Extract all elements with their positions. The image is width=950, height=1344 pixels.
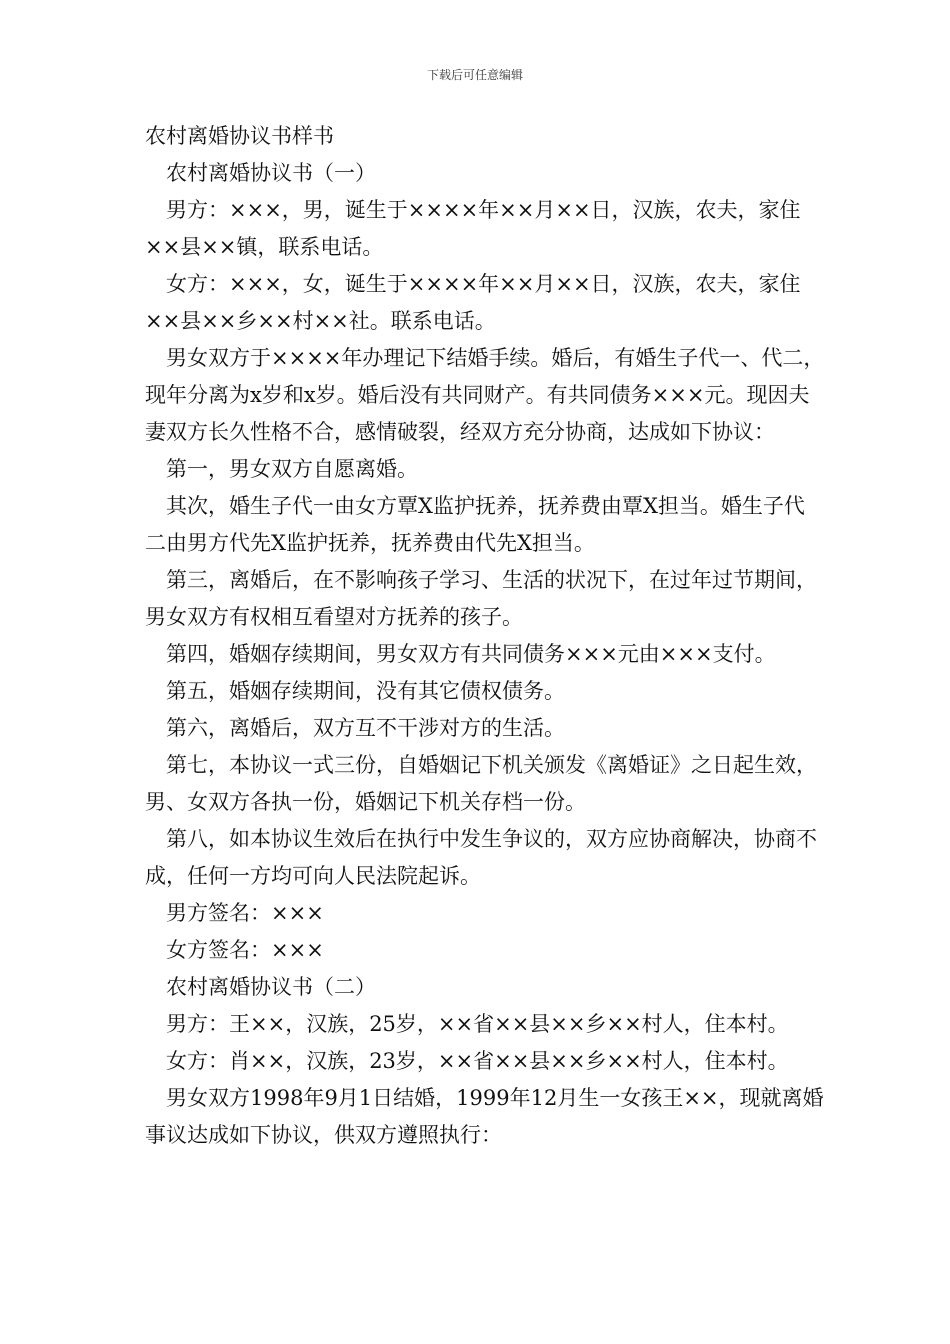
clause-first: 第一，男女双方自愿离婚。 <box>166 457 418 481</box>
section-heading-two: 农村离婚协议书（二） <box>166 975 376 999</box>
clause-fourth: 第四，婚姻存续期间，男女双方有共同债务×××元由×××支付。 <box>166 642 776 666</box>
clause-second: 其次，婚生子代一由女方覃X监护抚养，抚养费由覃X担当。婚生子代二由男方代先X监护抚养，抚养费由代先X担当。 <box>145 494 805 555</box>
female-signature: 女方签名：××× <box>166 938 324 962</box>
paragraph-male-party-two: 男方：王××，汉族，25岁，××省××县××乡××村人，住本村。 <box>166 1012 789 1036</box>
document-title: 农村离婚协议书样书 <box>145 124 334 148</box>
paragraph-marriage-status: 男女双方于××××年办理记下结婚手续。婚后，有婚生子代一、代二，现年分离为x岁和x岁。婚后没有共同财产。有共同债务×××元。现因夫妻双方长久性格不合，感情破裂，经双方充分协商，达成如下协议： <box>145 346 825 444</box>
clause-seventh: 第七，本协议一式三份，自婚姻记下机关颁发《离婚证》之日起生效，男、女双方各执一份，婚姻记下机关存档一份。 <box>145 753 817 814</box>
clause-fifth: 第五，婚姻存续期间，没有其它债权债务。 <box>166 679 565 703</box>
document-body <box>145 118 825 1154</box>
paragraph-male-party: 男方：×××，男，诞生于××××年××月××日，汉族，农夫，家住××县××镇，联系电话。 <box>145 198 801 259</box>
male-signature: 男方签名：××× <box>166 901 324 925</box>
clause-sixth: 第六，离婚后，双方互不干涉对方的生活。 <box>166 716 565 740</box>
clause-eighth: 第八，如本协议生效后在执行中发生争议的，双方应协商解决，协商不成，任何一方均可向人民法院起诉。 <box>145 827 817 888</box>
clause-third: 第三，离婚后，在不影响孩子学习、生活的状况下，在过年过节期间，男女双方有权相互看望对方抚养的孩子。 <box>145 568 817 629</box>
paragraph-female-party-two: 女方：肖××，汉族，23岁，××省××县××乡××村人，住本村。 <box>166 1049 789 1073</box>
header-note: 下载后可任意编辑 <box>426 68 523 82</box>
section-heading-one: 农村离婚协议书（一） <box>166 161 376 185</box>
paragraph-marriage-status-two: 男女双方1998年9月1日结婚，1999年12月生一女孩王××，现就离婚事议达成如下协议，供双方遵照执行： <box>145 1086 824 1147</box>
paragraph-female-party: 女方：×××，女，诞生于××××年××月××日，汉族，农夫，家住××县××乡××村××社。联系电话。 <box>145 272 801 333</box>
